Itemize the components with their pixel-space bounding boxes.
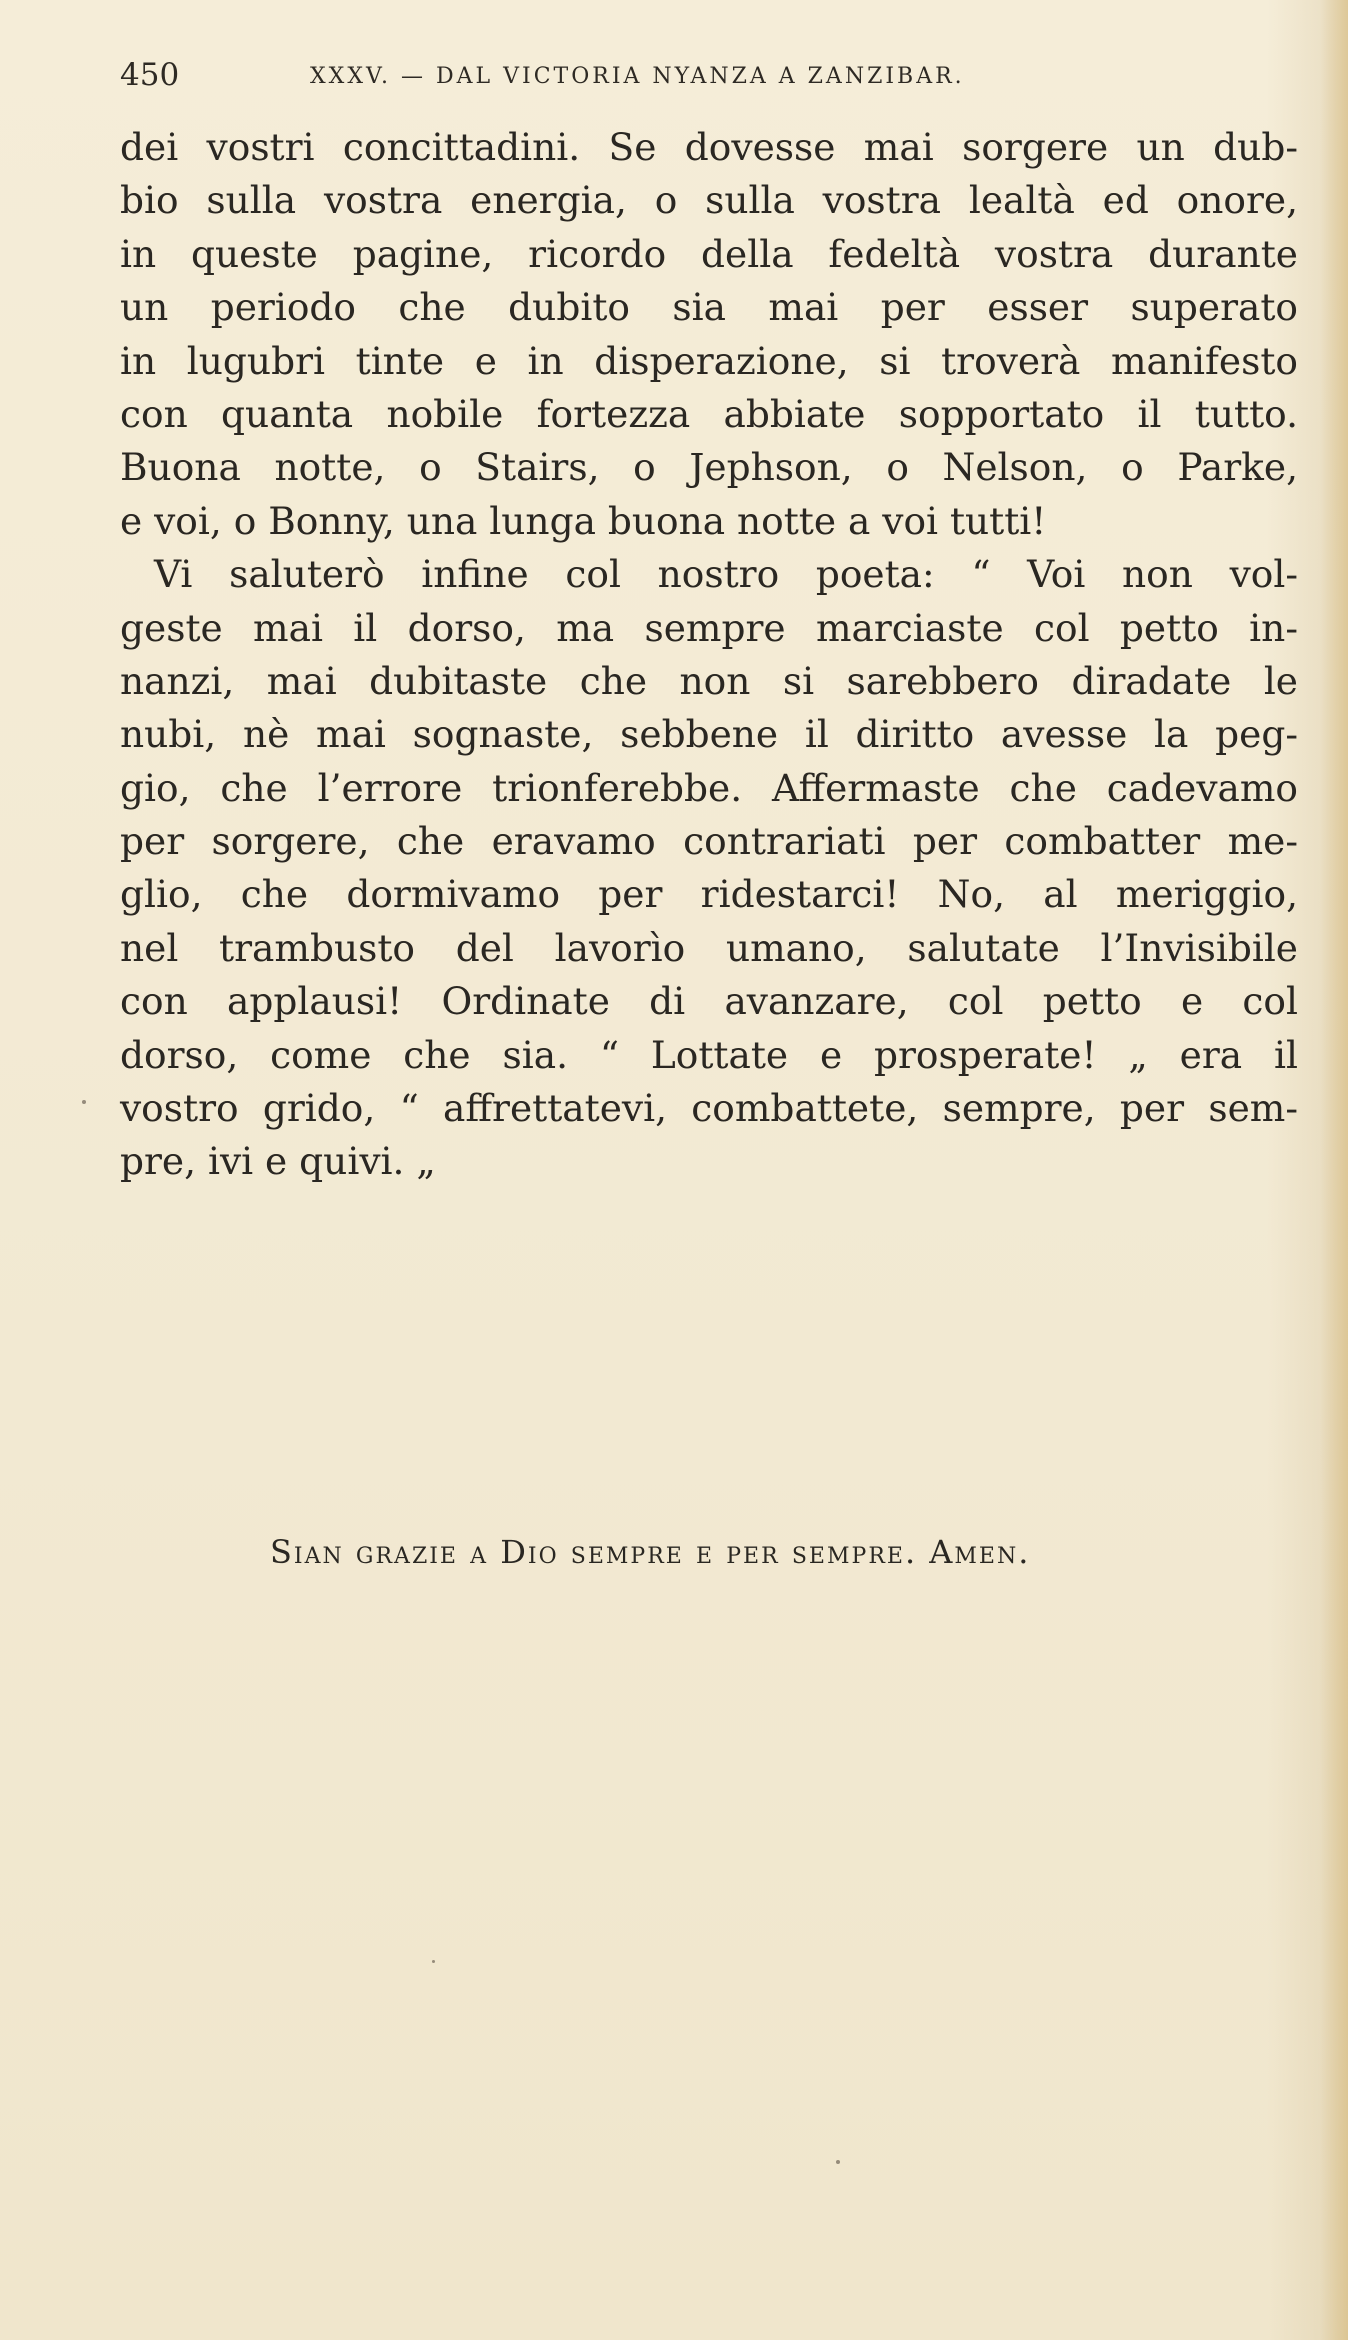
text-line: nel trambusto del lavorìo umano, salutate l’Invisibile (120, 925, 1298, 970)
text-line: nubi, nè mai sognaste, sebbene il diritto avesse la peg- (120, 712, 1298, 757)
page-number: 450 (120, 57, 180, 93)
text-line: bio sulla vostra energia, o sulla vostra lealtà ed onore, (120, 178, 1298, 223)
closing-formula: Sian grazie a Dio sempre e per sempre. Amen. (270, 1533, 1031, 1571)
text-line: dei vostri concittadini. Se dovesse mai sorgere un dub- (120, 125, 1298, 169)
text-line: pre, ivi e quivi. „ (120, 1139, 436, 1184)
text-line: per sorgere, che eravamo contrariati per combatter me- (120, 819, 1298, 864)
paper-speck (82, 1100, 86, 1104)
text-line: dorso, come che sia. “ Lottate e prosperate! „ era il (120, 1032, 1298, 1077)
body-text (120, 121, 1298, 1189)
text-line: un periodo che dubito sia mai per esser superato (120, 285, 1298, 330)
text-line: con quanta nobile fortezza abbiate sopportato il tutto. (120, 391, 1298, 436)
running-head-title: XXXV. — DAL VICTORIA NYANZA A ZANZIBAR. (310, 64, 965, 89)
text-line: nanzi, mai dubitaste che non si sarebbero diradate le (120, 658, 1298, 703)
text-line: in lugubri tinte e in disperazione, si troverà manifesto (120, 338, 1298, 383)
paper-speck (432, 1960, 435, 1963)
text-line: gio, che l’errore trionferebbe. Affermaste che cadevamo (120, 765, 1298, 810)
text-line: Buona notte, o Stairs, o Jephson, o Nelson, o Parke, (120, 445, 1298, 490)
text-line: glio, che dormivamo per ridestarci! No, al meriggio, (120, 872, 1298, 917)
paragraph-start-line: Vi saluterò infine col nostro poeta: “ Voi non vol- (154, 552, 1298, 597)
paper-speck (836, 2160, 840, 2164)
text-line: in queste pagine, ricordo della fedeltà vostra durante (120, 231, 1298, 276)
text-line: vostro grido, “ affrettatevi, combattete, sempre, per sem- (120, 1086, 1298, 1131)
text-line: e voi, o Bonny, una lunga buona notte a voi tutti! (120, 498, 1047, 543)
running-header (120, 55, 1300, 95)
page-edge-shadow (1320, 0, 1348, 2340)
text-line: geste mai il dorso, ma sempre marciaste col petto in- (120, 605, 1298, 650)
text-line: con applausi! Ordinate di avanzare, col petto e col (120, 979, 1298, 1024)
